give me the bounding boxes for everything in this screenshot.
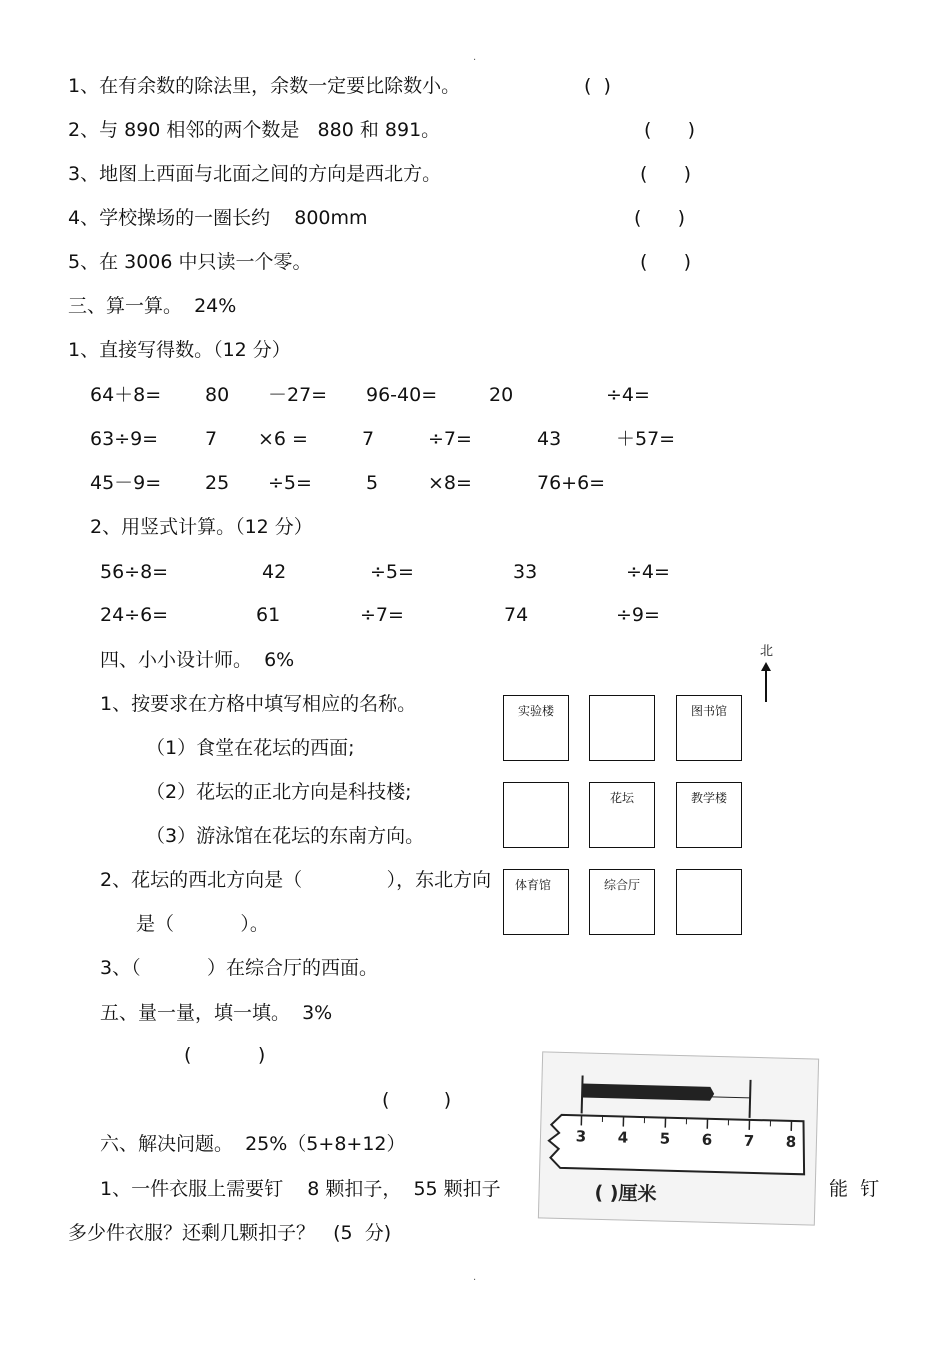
grid-cell-5 xyxy=(589,782,655,848)
calc-r2-6: 43 xyxy=(537,428,562,450)
section3-title: 三、算一算。 24% xyxy=(68,295,237,317)
grid-label: 实验楼 xyxy=(517,704,554,718)
section4-q3: 3、（ ）在综合厅的西面。 xyxy=(100,957,379,979)
ruler-num-6: 6 xyxy=(701,1130,713,1149)
ruler-num-7: 7 xyxy=(743,1131,755,1150)
section6-title: 六、解决问题。 25%（5+8+12） xyxy=(100,1133,406,1155)
section4-cond2: （2）花坛的正北方向是科技楼; xyxy=(146,781,412,803)
judge-paren-1: ( ) xyxy=(584,75,611,97)
calc-r1-5: 20 xyxy=(489,384,514,406)
calc-r3-5: ×8= xyxy=(428,472,472,494)
section4-q1: 1、按要求在方格中填写相应的名称。 xyxy=(100,693,417,715)
judge-paren-5: ( ) xyxy=(640,251,692,273)
ruler-drawing xyxy=(539,1052,818,1224)
grid-cell-2 xyxy=(589,695,655,761)
grid-cell-7 xyxy=(503,869,569,935)
calc-r4-2: 42 xyxy=(262,561,287,583)
calc-r1-4: 96-40= xyxy=(366,384,438,406)
ruler-num-8: 8 xyxy=(785,1132,797,1152)
section3-sub1: 1、直接写得数。（12 分） xyxy=(68,339,291,361)
judge-paren-2: ( ) xyxy=(644,119,696,141)
section4-q2b: 是（ ）。 xyxy=(136,913,269,935)
calc-r2-4: 7 xyxy=(362,428,375,450)
ruler-num-5: 5 xyxy=(659,1129,671,1148)
grid-cell-9 xyxy=(676,869,742,935)
judge-question-5: 5、在 3006 中只读一个零。 xyxy=(68,251,312,273)
judge-paren-4: ( ) xyxy=(634,207,686,229)
section6-q1c: 多少件衣服？还剩几颗扣子？ (5 分) xyxy=(68,1222,392,1244)
judge-question-1: 1、在有余数的除法里，余数一定要比除数小。 xyxy=(68,75,461,97)
calc-r5-5: ÷9= xyxy=(616,604,660,626)
calc-r5-3: ÷7= xyxy=(360,604,404,626)
grid-label: 教学楼 xyxy=(690,791,727,805)
grid-cell-3 xyxy=(676,695,742,761)
calc-r4-3: ÷5= xyxy=(370,561,414,583)
grid-label: 综合厅 xyxy=(603,878,640,892)
calc-r2-7: ＋57= xyxy=(616,428,676,450)
grid-label: 图书馆 xyxy=(690,704,727,718)
grid-cell-8 xyxy=(589,869,655,935)
calc-r3-1: 45－9= xyxy=(90,472,162,494)
section4-title: 四、小小设计师。 6% xyxy=(100,649,295,671)
judge-question-4: 4、学校操场的一圈长约 800mm xyxy=(68,207,368,229)
ruler-unit-label: ( )厘米 xyxy=(594,1181,657,1206)
judge-question-2: 2、与 890 相邻的两个数是 880 和 891。 xyxy=(68,119,441,141)
page-dot-top: . xyxy=(473,52,477,63)
calc-r1-3: －27= xyxy=(268,384,328,406)
calc-r4-5: ÷4= xyxy=(626,561,670,583)
calc-r5-2: 61 xyxy=(256,604,281,626)
grid-cell-1 xyxy=(503,695,569,761)
judge-paren-3: ( ) xyxy=(640,163,692,185)
section4-q2a: 2、花坛的西北方向是（ ），东北方向 xyxy=(100,869,492,891)
section5-paren1: ( ) xyxy=(184,1044,266,1066)
section4-cond3: （3）游泳馆在花坛的东南方向。 xyxy=(146,825,425,847)
calc-r2-5: ÷7= xyxy=(428,428,472,450)
calc-r2-1: 63÷9= xyxy=(90,428,159,450)
grid-label: 花坛 xyxy=(609,791,634,805)
calc-r3-2: 25 xyxy=(205,472,230,494)
calc-r3-3: ÷5= xyxy=(268,472,312,494)
calc-r5-4: 74 xyxy=(504,604,529,626)
grid-cell-4 xyxy=(503,782,569,848)
calc-r5-1: 24÷6= xyxy=(100,604,169,626)
calc-r2-3: ×6 = xyxy=(258,428,308,450)
section5-paren2: ( ) xyxy=(382,1089,452,1111)
ruler-num-4: 4 xyxy=(617,1128,629,1147)
grid-label: 体育馆 xyxy=(514,878,551,892)
section6-q1b: 能 钉 xyxy=(829,1178,880,1200)
ruler-picture xyxy=(538,1051,819,1225)
ruler-num-3: 3 xyxy=(575,1127,587,1146)
calc-r1-6: ÷4= xyxy=(606,384,650,406)
calc-r4-1: 56÷8= xyxy=(100,561,169,583)
page-dot-bottom: . xyxy=(473,1272,477,1283)
section5-title: 五、量一量，填一填。 3% xyxy=(100,1002,333,1024)
calc-r1-2: 80 xyxy=(205,384,230,406)
calc-r3-4: 5 xyxy=(366,472,379,494)
calc-r4-4: 33 xyxy=(513,561,538,583)
grid-cell-6 xyxy=(676,782,742,848)
section4-cond1: （1）食堂在花坛的西面; xyxy=(146,737,355,759)
north-label: 北 xyxy=(760,644,774,659)
calc-r3-6: 76+6= xyxy=(537,472,606,494)
calc-r2-2: 7 xyxy=(205,428,218,450)
calc-r1-1: 64＋8= xyxy=(90,384,162,406)
section6-q1a: 1、一件衣服上需要钉 8 颗扣子， 55 颗扣子 xyxy=(100,1178,501,1200)
section3-sub2: 2、用竖式计算。（12 分） xyxy=(90,516,313,538)
judge-question-3: 3、地图上西面与北面之间的方向是西北方。 xyxy=(68,163,442,185)
north-arrow-icon xyxy=(758,662,774,704)
